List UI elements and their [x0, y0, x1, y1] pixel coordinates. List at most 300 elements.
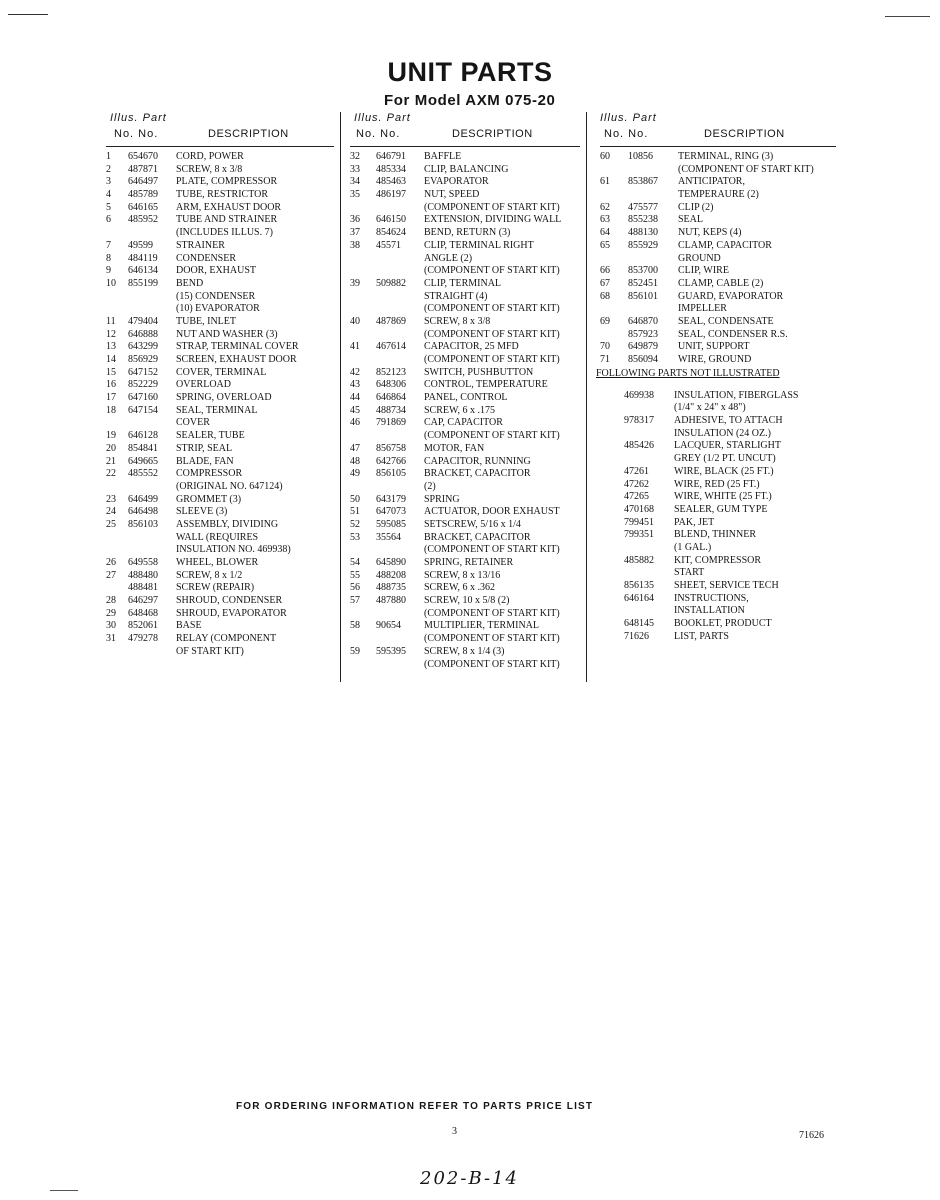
- part-number: 595395: [376, 645, 406, 657]
- part-row: [106, 151, 334, 164]
- unillustrated-part-row: [600, 529, 836, 542]
- part-number: 646128: [128, 430, 158, 442]
- header-description: DESCRIPTION: [704, 128, 785, 140]
- part-row: [106, 570, 334, 583]
- illus-number: 46: [350, 417, 360, 429]
- part-number: 799351: [624, 529, 654, 541]
- illus-number: 69: [600, 315, 610, 327]
- part-description: TERMINAL, RING (3): [678, 151, 774, 162]
- illus-number: 57: [350, 595, 360, 607]
- part-number: 47261: [624, 465, 649, 477]
- part-number: 485426: [624, 440, 654, 452]
- part-number: 49599: [128, 239, 153, 251]
- parts-column-1: [106, 112, 334, 659]
- unillustrated-part-row: [600, 567, 836, 580]
- illus-number: 43: [350, 379, 360, 391]
- illus-number: 21: [106, 455, 116, 467]
- part-row: [350, 189, 580, 202]
- illus-number: 62: [600, 201, 610, 213]
- part-row: [106, 367, 334, 380]
- part-row: [106, 227, 334, 240]
- illus-number: 39: [350, 277, 360, 289]
- illus-number: 12: [106, 328, 116, 340]
- part-description: (INCLUDES ILLUS. 7): [176, 227, 273, 239]
- part-description: COVER, TERMINAL: [176, 366, 267, 378]
- part-row: [106, 544, 334, 557]
- part-number: 475577: [628, 201, 658, 213]
- part-row: [600, 189, 836, 202]
- illus-number: 28: [106, 595, 116, 607]
- illus-number: 17: [106, 392, 116, 404]
- document-number: 71626: [799, 1130, 824, 1141]
- header-rule: [106, 146, 334, 147]
- part-row: [350, 227, 580, 240]
- part-row: [106, 633, 334, 646]
- illus-number: 33: [350, 163, 360, 175]
- model-subtitle: For Model AXM 075-20: [384, 92, 556, 109]
- part-description: (1/4" x 24" x 48"): [674, 402, 746, 414]
- part-description: CORD, POWER: [176, 151, 244, 162]
- illus-number: 55: [350, 569, 360, 581]
- part-description: (COMPONENT OF START KIT): [424, 303, 560, 315]
- unillustrated-part-row: [600, 618, 836, 631]
- part-row: [350, 570, 580, 583]
- part-description: SPRING: [424, 493, 460, 505]
- part-row: [106, 595, 334, 608]
- part-description: SCREW, 8 x 3/8: [424, 315, 491, 327]
- part-description: (COMPONENT OF START KIT): [424, 201, 560, 213]
- part-description: NUT, KEPS (4): [678, 227, 742, 239]
- part-row: [106, 164, 334, 177]
- part-description: PANEL, CONTROL: [424, 392, 508, 404]
- part-description: ARM, EXHAUST DOOR: [176, 201, 282, 213]
- illus-number: 2: [106, 163, 111, 175]
- part-row: [106, 532, 334, 545]
- part-row: [350, 329, 580, 342]
- part-row: [106, 316, 334, 329]
- illus-number: 9: [106, 265, 111, 277]
- part-description: (15) CONDENSER: [176, 290, 256, 302]
- illus-number: 13: [106, 341, 116, 353]
- part-description: SCREW, 8 x 13/16: [424, 569, 501, 581]
- part-description: BRACKET, CAPACITOR: [424, 468, 531, 480]
- part-row: [350, 557, 580, 570]
- part-description: BAFFLE: [424, 151, 462, 162]
- part-number: 485334: [376, 163, 406, 175]
- illus-number: 8: [106, 252, 111, 264]
- part-row: [600, 227, 836, 240]
- parts-column-2: [350, 112, 580, 671]
- part-row: [600, 240, 836, 253]
- part-row: [350, 367, 580, 380]
- part-row: [106, 620, 334, 633]
- part-description: CLIP (2): [678, 201, 714, 213]
- part-number: 649879: [628, 341, 658, 353]
- header-illus-part: Illus. Part: [110, 112, 167, 124]
- part-number: 646165: [128, 201, 158, 213]
- column-header: [106, 112, 334, 146]
- part-description: UNIT, SUPPORT: [678, 341, 750, 353]
- unillustrated-part-row: [600, 466, 836, 479]
- part-row: [106, 443, 334, 456]
- part-description: CONTROL, TEMPERATURE: [424, 379, 548, 391]
- part-row: [106, 519, 334, 532]
- part-row: [350, 456, 580, 469]
- part-row: [350, 430, 580, 443]
- part-row: [600, 291, 836, 304]
- part-row: [106, 392, 334, 405]
- unillustrated-part-row: [600, 542, 836, 555]
- part-number: 852451: [628, 277, 658, 289]
- part-number: 647073: [376, 506, 406, 518]
- part-description: MULTIPLIER, TERMINAL: [424, 620, 539, 632]
- illus-number: 49: [350, 468, 360, 480]
- illus-number: 18: [106, 404, 116, 416]
- part-description: CLAMP, CABLE (2): [678, 277, 764, 289]
- part-row: [106, 253, 334, 266]
- part-description: (COMPONENT OF START KIT): [424, 633, 560, 645]
- part-description: SHROUD, CONDENSER: [176, 595, 283, 607]
- part-description: (2): [424, 480, 436, 492]
- header-no-no: No. No.: [356, 128, 401, 140]
- illus-number: 61: [600, 176, 610, 188]
- part-description: ASSEMBLY, DIVIDING: [176, 518, 279, 530]
- part-number: 855929: [628, 239, 658, 251]
- part-description: INSULATION, FIBERGLASS: [674, 389, 799, 401]
- part-row: [106, 291, 334, 304]
- part-row: [350, 494, 580, 507]
- part-row: [350, 405, 580, 418]
- part-row: [350, 240, 580, 253]
- part-row: [106, 456, 334, 469]
- part-number: 487880: [376, 595, 406, 607]
- part-description: WIRE, GROUND: [678, 354, 752, 365]
- part-row: [106, 329, 334, 342]
- part-row: [106, 582, 334, 595]
- unillustrated-part-row: [600, 428, 836, 441]
- part-row: [106, 557, 334, 570]
- part-number: 647152: [128, 366, 158, 378]
- part-row: [350, 417, 580, 430]
- part-number: 485789: [128, 189, 158, 201]
- part-number: 856103: [128, 518, 158, 530]
- illus-number: 5: [106, 201, 111, 213]
- part-number: 648468: [128, 607, 158, 619]
- part-description: (COMPONENT OF START KIT): [424, 607, 560, 619]
- part-row: [350, 303, 580, 316]
- part-number: 646497: [128, 176, 158, 188]
- part-number: 852061: [128, 620, 158, 632]
- illus-number: 70: [600, 341, 610, 353]
- part-number: 486197: [376, 189, 406, 201]
- part-number: 854841: [128, 442, 158, 454]
- part-description: SEAL, TERMINAL: [176, 404, 258, 416]
- part-description: COVER: [176, 417, 210, 429]
- illus-number: 7: [106, 239, 111, 251]
- column-header: [600, 112, 836, 146]
- part-description: (COMPONENT OF START KIT): [424, 544, 560, 556]
- part-row: [350, 608, 580, 621]
- illus-number: 37: [350, 227, 360, 239]
- part-description: ANGLE (2): [424, 252, 473, 264]
- unillustrated-part-row: [600, 440, 836, 453]
- part-number: 646864: [376, 392, 406, 404]
- part-number: 856929: [128, 354, 158, 365]
- part-row: [600, 176, 836, 189]
- illus-number: 48: [350, 455, 360, 467]
- part-number: 646150: [376, 214, 406, 226]
- part-row: [106, 240, 334, 253]
- part-row: [106, 341, 334, 354]
- illus-number: 11: [106, 315, 116, 327]
- part-description: SEALER, TUBE: [176, 430, 245, 442]
- part-description: BASE: [176, 620, 202, 632]
- part-number: 649665: [128, 455, 158, 467]
- part-row: [350, 633, 580, 646]
- part-description: GROUND: [678, 252, 721, 264]
- part-description: ANTICIPATOR,: [678, 176, 745, 188]
- column-divider-1: [340, 112, 341, 682]
- part-description: GROMMET (3): [176, 493, 242, 505]
- part-description: CLAMP, CAPACITOR: [678, 239, 772, 251]
- part-row: [106, 303, 334, 316]
- part-row: [350, 532, 580, 545]
- part-row: [106, 214, 334, 227]
- illus-number: 42: [350, 366, 360, 378]
- part-number: 855238: [628, 214, 658, 226]
- part-number: 856101: [628, 290, 658, 302]
- part-description: TEMPERAURE (2): [678, 189, 759, 201]
- part-number: 646791: [376, 151, 406, 162]
- part-description: LACQUER, STARLIGHT: [674, 440, 781, 452]
- illus-number: 60: [600, 151, 610, 162]
- unillustrated-part-row: [600, 390, 836, 403]
- part-description: BOOKLET, PRODUCT: [674, 618, 772, 630]
- part-number: 10856: [628, 151, 653, 162]
- column-header: [350, 112, 580, 146]
- illus-number: 3: [106, 176, 111, 188]
- part-row: [350, 595, 580, 608]
- part-row: [350, 481, 580, 494]
- part-row: [350, 291, 580, 304]
- illus-number: 19: [106, 430, 116, 442]
- part-description: WIRE, RED (25 FT.): [674, 478, 760, 490]
- part-row: [600, 202, 836, 215]
- part-description: STRAINER: [176, 239, 225, 251]
- part-row: [350, 278, 580, 291]
- part-row: [350, 468, 580, 481]
- part-number: 479404: [128, 315, 158, 327]
- illus-number: 25: [106, 518, 116, 530]
- part-number: 488208: [376, 569, 406, 581]
- illus-number: 63: [600, 214, 610, 226]
- part-number: 90654: [376, 620, 401, 632]
- unillustrated-part-row: [600, 580, 836, 593]
- part-row: [350, 176, 580, 189]
- part-number: 799451: [624, 516, 654, 528]
- illus-number: 24: [106, 506, 116, 518]
- part-description: (1 GAL.): [674, 541, 712, 553]
- part-row: [350, 392, 580, 405]
- part-number: 856135: [624, 580, 654, 591]
- part-description: (COMPONENT OF START KIT): [424, 354, 560, 365]
- illus-number: 15: [106, 366, 116, 378]
- illus-number: 56: [350, 582, 360, 594]
- part-description: SWITCH, PUSHBUTTON: [424, 366, 534, 378]
- illus-number: 27: [106, 569, 116, 581]
- illus-number: 22: [106, 468, 116, 480]
- part-number: 35564: [376, 531, 401, 543]
- part-number: 856758: [376, 442, 406, 454]
- part-description: WIRE, BLACK (25 FT.): [674, 465, 774, 477]
- part-row: [106, 481, 334, 494]
- part-description: PLATE, COMPRESSOR: [176, 176, 278, 188]
- illus-number: 4: [106, 189, 111, 201]
- parts-rows: [350, 151, 580, 671]
- unillustrated-part-row: [600, 453, 836, 466]
- illus-number: 51: [350, 506, 360, 518]
- illus-number: 14: [106, 354, 116, 365]
- part-description: EVAPORATOR: [424, 176, 489, 188]
- part-row: [350, 582, 580, 595]
- illus-number: 29: [106, 607, 116, 619]
- parts-rows: [600, 151, 836, 367]
- part-description: INSTRUCTIONS,: [674, 592, 749, 604]
- part-description: CAPACITOR, RUNNING: [424, 455, 531, 467]
- part-row: [600, 303, 836, 316]
- part-number: 485552: [128, 468, 158, 480]
- part-number: 642766: [376, 455, 406, 467]
- part-number: 646134: [128, 265, 158, 277]
- part-description: INSULATION NO. 469938): [176, 544, 291, 556]
- part-description: CONDENSER: [176, 252, 237, 264]
- part-row: [350, 620, 580, 633]
- part-description: SHROUD, EVAPORATOR: [176, 607, 287, 619]
- part-row: [106, 468, 334, 481]
- illus-number: 53: [350, 531, 360, 543]
- header-description: DESCRIPTION: [452, 128, 533, 140]
- part-row: [106, 176, 334, 189]
- part-description: SCREW, 6 x .362: [424, 582, 496, 594]
- part-description: PAK, JET: [674, 516, 715, 528]
- part-description: WIRE, WHITE (25 FT.): [674, 491, 772, 503]
- part-description: START: [674, 567, 705, 579]
- part-number: 469938: [624, 389, 654, 401]
- illus-number: 36: [350, 214, 360, 226]
- part-row: [350, 316, 580, 329]
- part-description: SCREW, 8 x 1/4 (3): [424, 645, 505, 657]
- part-description: (ORIGINAL NO. 647124): [176, 480, 283, 492]
- part-description: NUT, SPEED: [424, 189, 480, 201]
- part-row: [106, 506, 334, 519]
- illus-number: 31: [106, 633, 116, 645]
- illus-number: 52: [350, 518, 360, 530]
- illus-number: 71: [600, 354, 610, 365]
- part-row: [600, 316, 836, 329]
- part-description: LIST, PARTS: [674, 630, 729, 642]
- part-description: (COMPONENT OF START KIT): [424, 265, 560, 277]
- illus-number: 6: [106, 214, 111, 226]
- part-description: CLIP, BALANCING: [424, 163, 509, 175]
- part-description: SCREW, 10 x 5/8 (2): [424, 595, 510, 607]
- part-description: OVERLOAD: [176, 379, 231, 391]
- part-row: [350, 544, 580, 557]
- part-row: [600, 329, 836, 342]
- scan-artifact-top-right: [885, 16, 930, 17]
- header-illus-part: Illus. Part: [600, 112, 657, 124]
- part-number: 856094: [628, 354, 658, 365]
- part-description: SCREW, 8 x 3/8: [176, 163, 243, 175]
- part-row: [350, 341, 580, 354]
- part-number: 47262: [624, 478, 649, 490]
- illus-number: 30: [106, 620, 116, 632]
- part-number: 485952: [128, 214, 158, 226]
- part-description: STRAP, TERMINAL COVER: [176, 341, 299, 353]
- part-number: 485463: [376, 176, 406, 188]
- part-number: 646164: [624, 592, 654, 604]
- not-illustrated-heading: FOLLOWING PARTS NOT ILLUSTRATED: [596, 367, 780, 379]
- part-number: 647154: [128, 404, 158, 416]
- part-description: BEND, RETURN (3): [424, 227, 511, 239]
- header-description: DESCRIPTION: [208, 128, 289, 140]
- part-number: 978317: [624, 415, 654, 427]
- illus-number: 58: [350, 620, 360, 632]
- illus-number: 35: [350, 189, 360, 201]
- header-rule: [600, 146, 836, 147]
- part-number: 647160: [128, 392, 158, 404]
- part-description: TUBE, RESTRICTOR: [176, 189, 269, 201]
- illus-number: 40: [350, 315, 360, 327]
- part-description: SHEET, SERVICE TECH: [674, 580, 779, 591]
- part-number: 71626: [624, 630, 649, 642]
- part-number: 852123: [376, 366, 406, 378]
- part-number: 488480: [128, 569, 158, 581]
- part-row: [350, 265, 580, 278]
- part-row: [106, 646, 334, 659]
- illus-number: 54: [350, 557, 360, 568]
- ordering-note: FOR ORDERING INFORMATION REFER TO PARTS PRICE LIST: [236, 1101, 594, 1112]
- part-description: (COMPONENT OF START KIT): [424, 658, 560, 670]
- illus-number: 16: [106, 379, 116, 391]
- unillustrated-part-row: [600, 491, 836, 504]
- part-description: CLIP, WIRE: [678, 265, 729, 277]
- illus-number: 59: [350, 645, 360, 657]
- part-description: STRAIGHT (4): [424, 290, 488, 302]
- illus-number: 26: [106, 557, 116, 568]
- part-row: [600, 354, 836, 367]
- unillustrated-part-row: [600, 555, 836, 568]
- unillustrated-part-row: [600, 631, 836, 644]
- part-description: CAPACITOR, 25 MFD: [424, 341, 519, 353]
- part-row: [600, 265, 836, 278]
- part-description: STRIP, SEAL: [176, 442, 233, 454]
- page-title: UNIT PARTS: [387, 57, 553, 87]
- part-number: 646498: [128, 506, 158, 518]
- part-row: [350, 443, 580, 456]
- part-number: 485882: [624, 554, 654, 566]
- part-description: SEAL: [678, 214, 703, 226]
- part-description: (COMPONENT OF START KIT): [424, 430, 560, 442]
- illus-number: 67: [600, 277, 610, 289]
- header-illus-part: Illus. Part: [354, 112, 411, 124]
- part-description: NUT AND WASHER (3): [176, 328, 278, 340]
- part-description: BLADE, FAN: [176, 455, 234, 467]
- illus-number: 64: [600, 227, 610, 239]
- illus-number: 38: [350, 239, 360, 251]
- part-description: WHEEL, BLOWER: [176, 557, 259, 568]
- part-description: SEAL, CONDENSATE: [678, 315, 774, 327]
- part-row: [350, 164, 580, 177]
